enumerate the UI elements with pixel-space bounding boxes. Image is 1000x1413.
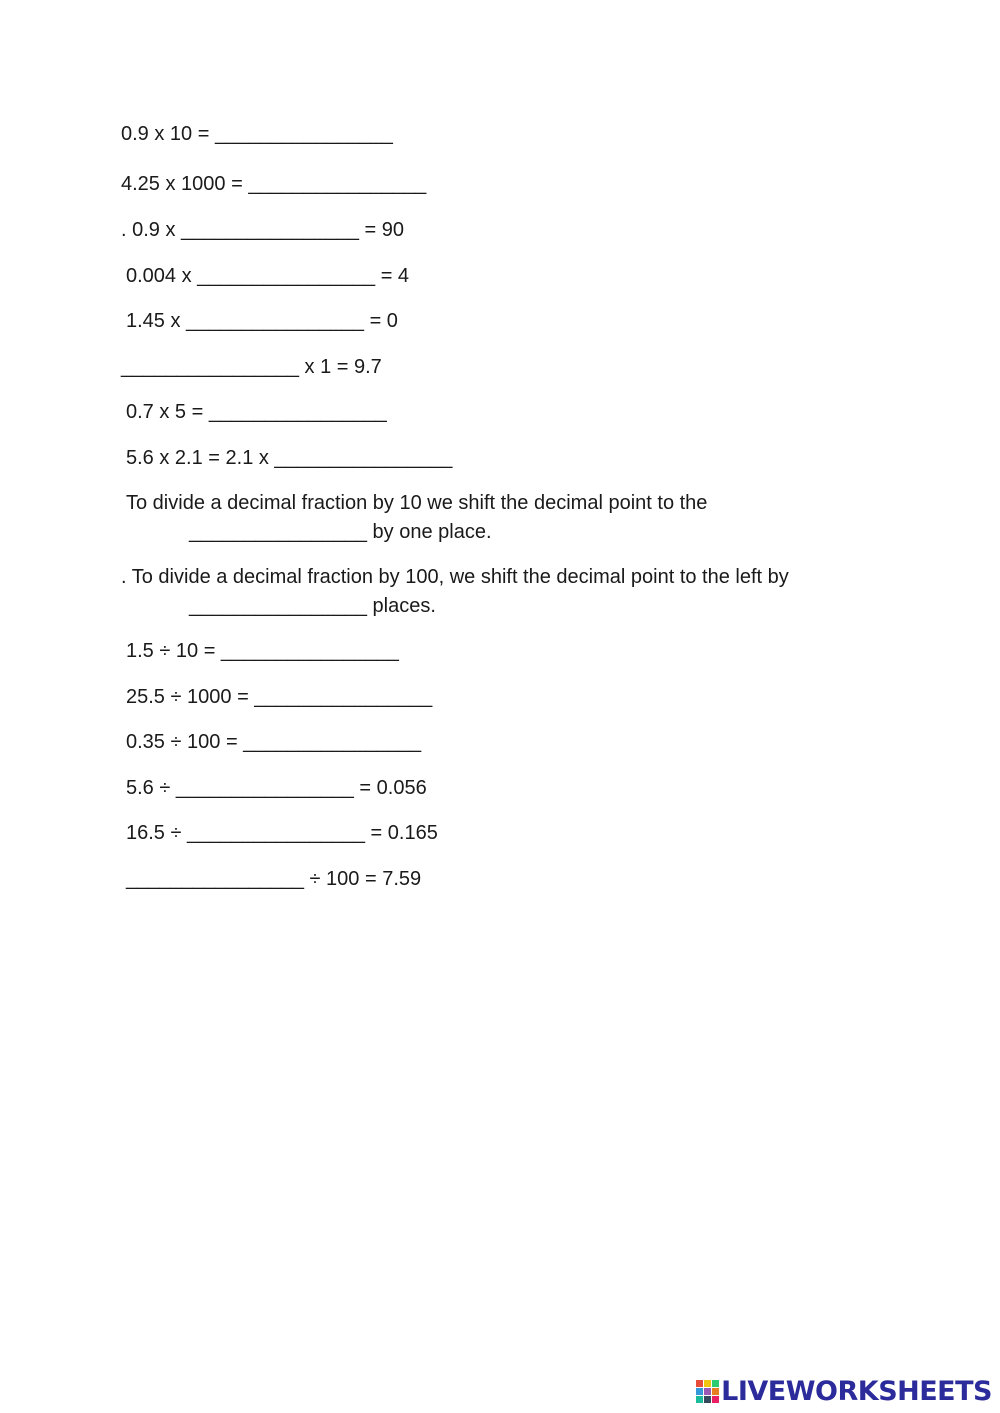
liveworksheets-logo [696, 1375, 992, 1407]
logo-wordmark: LIVEWORKSHEETS [721, 1375, 992, 1407]
question-line-10b: ________________ places. [189, 595, 436, 617]
question-line-5: 1.45 x ________________ = 0 [126, 310, 398, 332]
question-line-6: ________________ x 1 = 9.7 [121, 356, 382, 378]
question-line-10a: . To divide a decimal fraction by 100, we shift the decimal point to the left by [121, 566, 789, 588]
question-line-9b: ________________ by one place. [189, 521, 492, 543]
question-line-14: 5.6 ÷ ________________ = 0.056 [126, 777, 427, 799]
question-line-12: 25.5 ÷ 1000 = ________________ [126, 686, 433, 708]
question-line-13: 0.35 ÷ 100 = ________________ [126, 731, 422, 753]
question-line-11: 1.5 ÷ 10 = ________________ [126, 640, 399, 662]
question-line-16: ________________ ÷ 100 = 7.59 [126, 868, 422, 890]
question-line-15: 16.5 ÷ ________________ = 0.165 [126, 822, 438, 844]
question-line-1: 0.9 x 10 = ________________ [121, 123, 393, 145]
question-line-4: 0.004 x ________________ = 4 [126, 265, 410, 287]
liveworksheets-logo-icon [696, 1380, 719, 1403]
question-line-2: 4.25 x 1000 = ________________ [121, 173, 427, 195]
question-line-7: 0.7 x 5 = ________________ [126, 401, 387, 423]
question-line-8: 5.6 x 2.1 = 2.1 x ________________ [126, 447, 453, 469]
question-line-3: . 0.9 x ________________ = 90 [121, 219, 405, 241]
question-line-9a: To divide a decimal fraction by 10 we shift the decimal point to the [126, 492, 708, 514]
